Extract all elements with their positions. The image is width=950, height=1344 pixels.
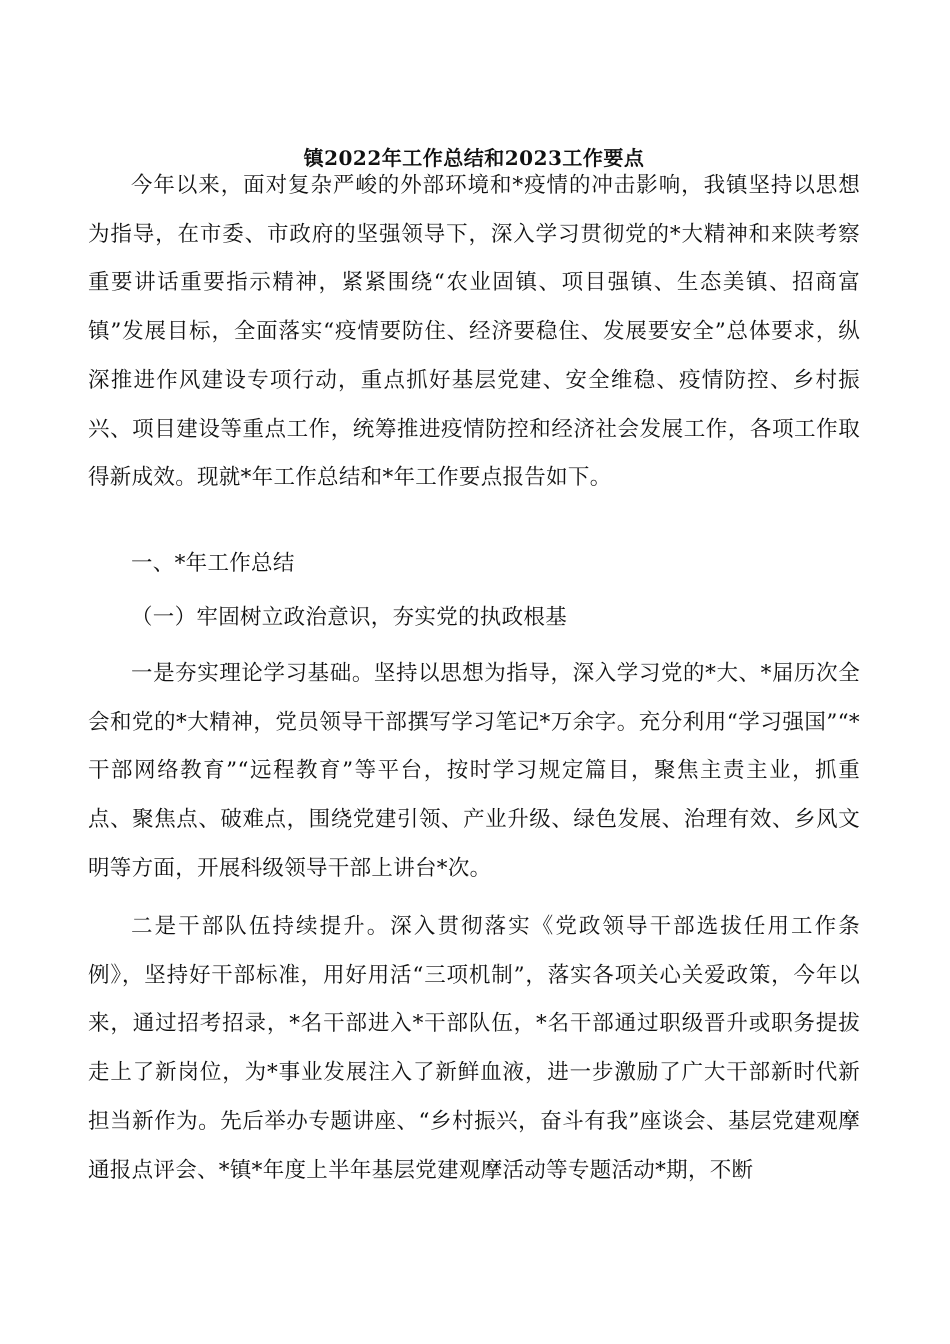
section-heading: 一、*年工作总结 (131, 551, 295, 576)
intro-paragraph: 今年以来，面对复杂严峻的外部环境和*疫情的冲击影响，我镇坚持以思想为指导，在市委、市政府的坚强领导下，深入学习贯彻党的*大精神和来陕考察重要讲话重要指示精神，紧紧围绕“农业固镇、项目强镇、生态美镇、招商富镇”发展目标，全面落实“疫情要防住、经济要稳住、发展要安全”总体要求，纵深推进作风建设专项行动，重点抓好基层党建、安全维稳、疫情防控、乡村振兴、项目建设等重点工作，统筹推进疫情防控和经济社会发展工作，各项工作取得新成效。现就*年工作总结和*年工作要点报告如下。 (88, 173, 860, 491)
subsection-heading: （一）牢固树立政治意识，夯实党的执政根基 (131, 605, 568, 630)
point-one-paragraph: 一是夯实理论学习基础。坚持以思想为指导，深入学习党的*大、*届历次全会和党的*大精神，党员领导干部撰写学习笔记*万余字。充分利用“学习强国”“*干部网络教育”“远程教育”等平台，按时学习规定篇目，聚焦主责主业，抓重点、聚焦点、破难点，围绕党建引领、产业升级、绿色发展、治理有效、乡风文明等方面，开展科级领导干部上讲台*次。 (88, 661, 860, 881)
point-two-paragraph: 二是干部队伍持续提升。深入贯彻落实《党政领导干部选拔任用工作条例》，坚持好干部标准，用好用活“三项机制”，落实各项关心关爱政策，今年以来，通过招考招录，*名干部进入*干部队伍，*名干部通过职级晋升或职务提拔走上了新岗位，为*事业发展注入了新鲜血液，进一步激励了广大干部新时代新担当新作为。先后举办专题讲座、“乡村振兴，奋斗有我”座谈会、基层党建观摩通报点评会、*镇*年度上半年基层党建观摩活动等专题活动*期，不断 (88, 914, 860, 1183)
document-title: 镇2022年工作总结和2023工作要点 (303, 146, 645, 170)
